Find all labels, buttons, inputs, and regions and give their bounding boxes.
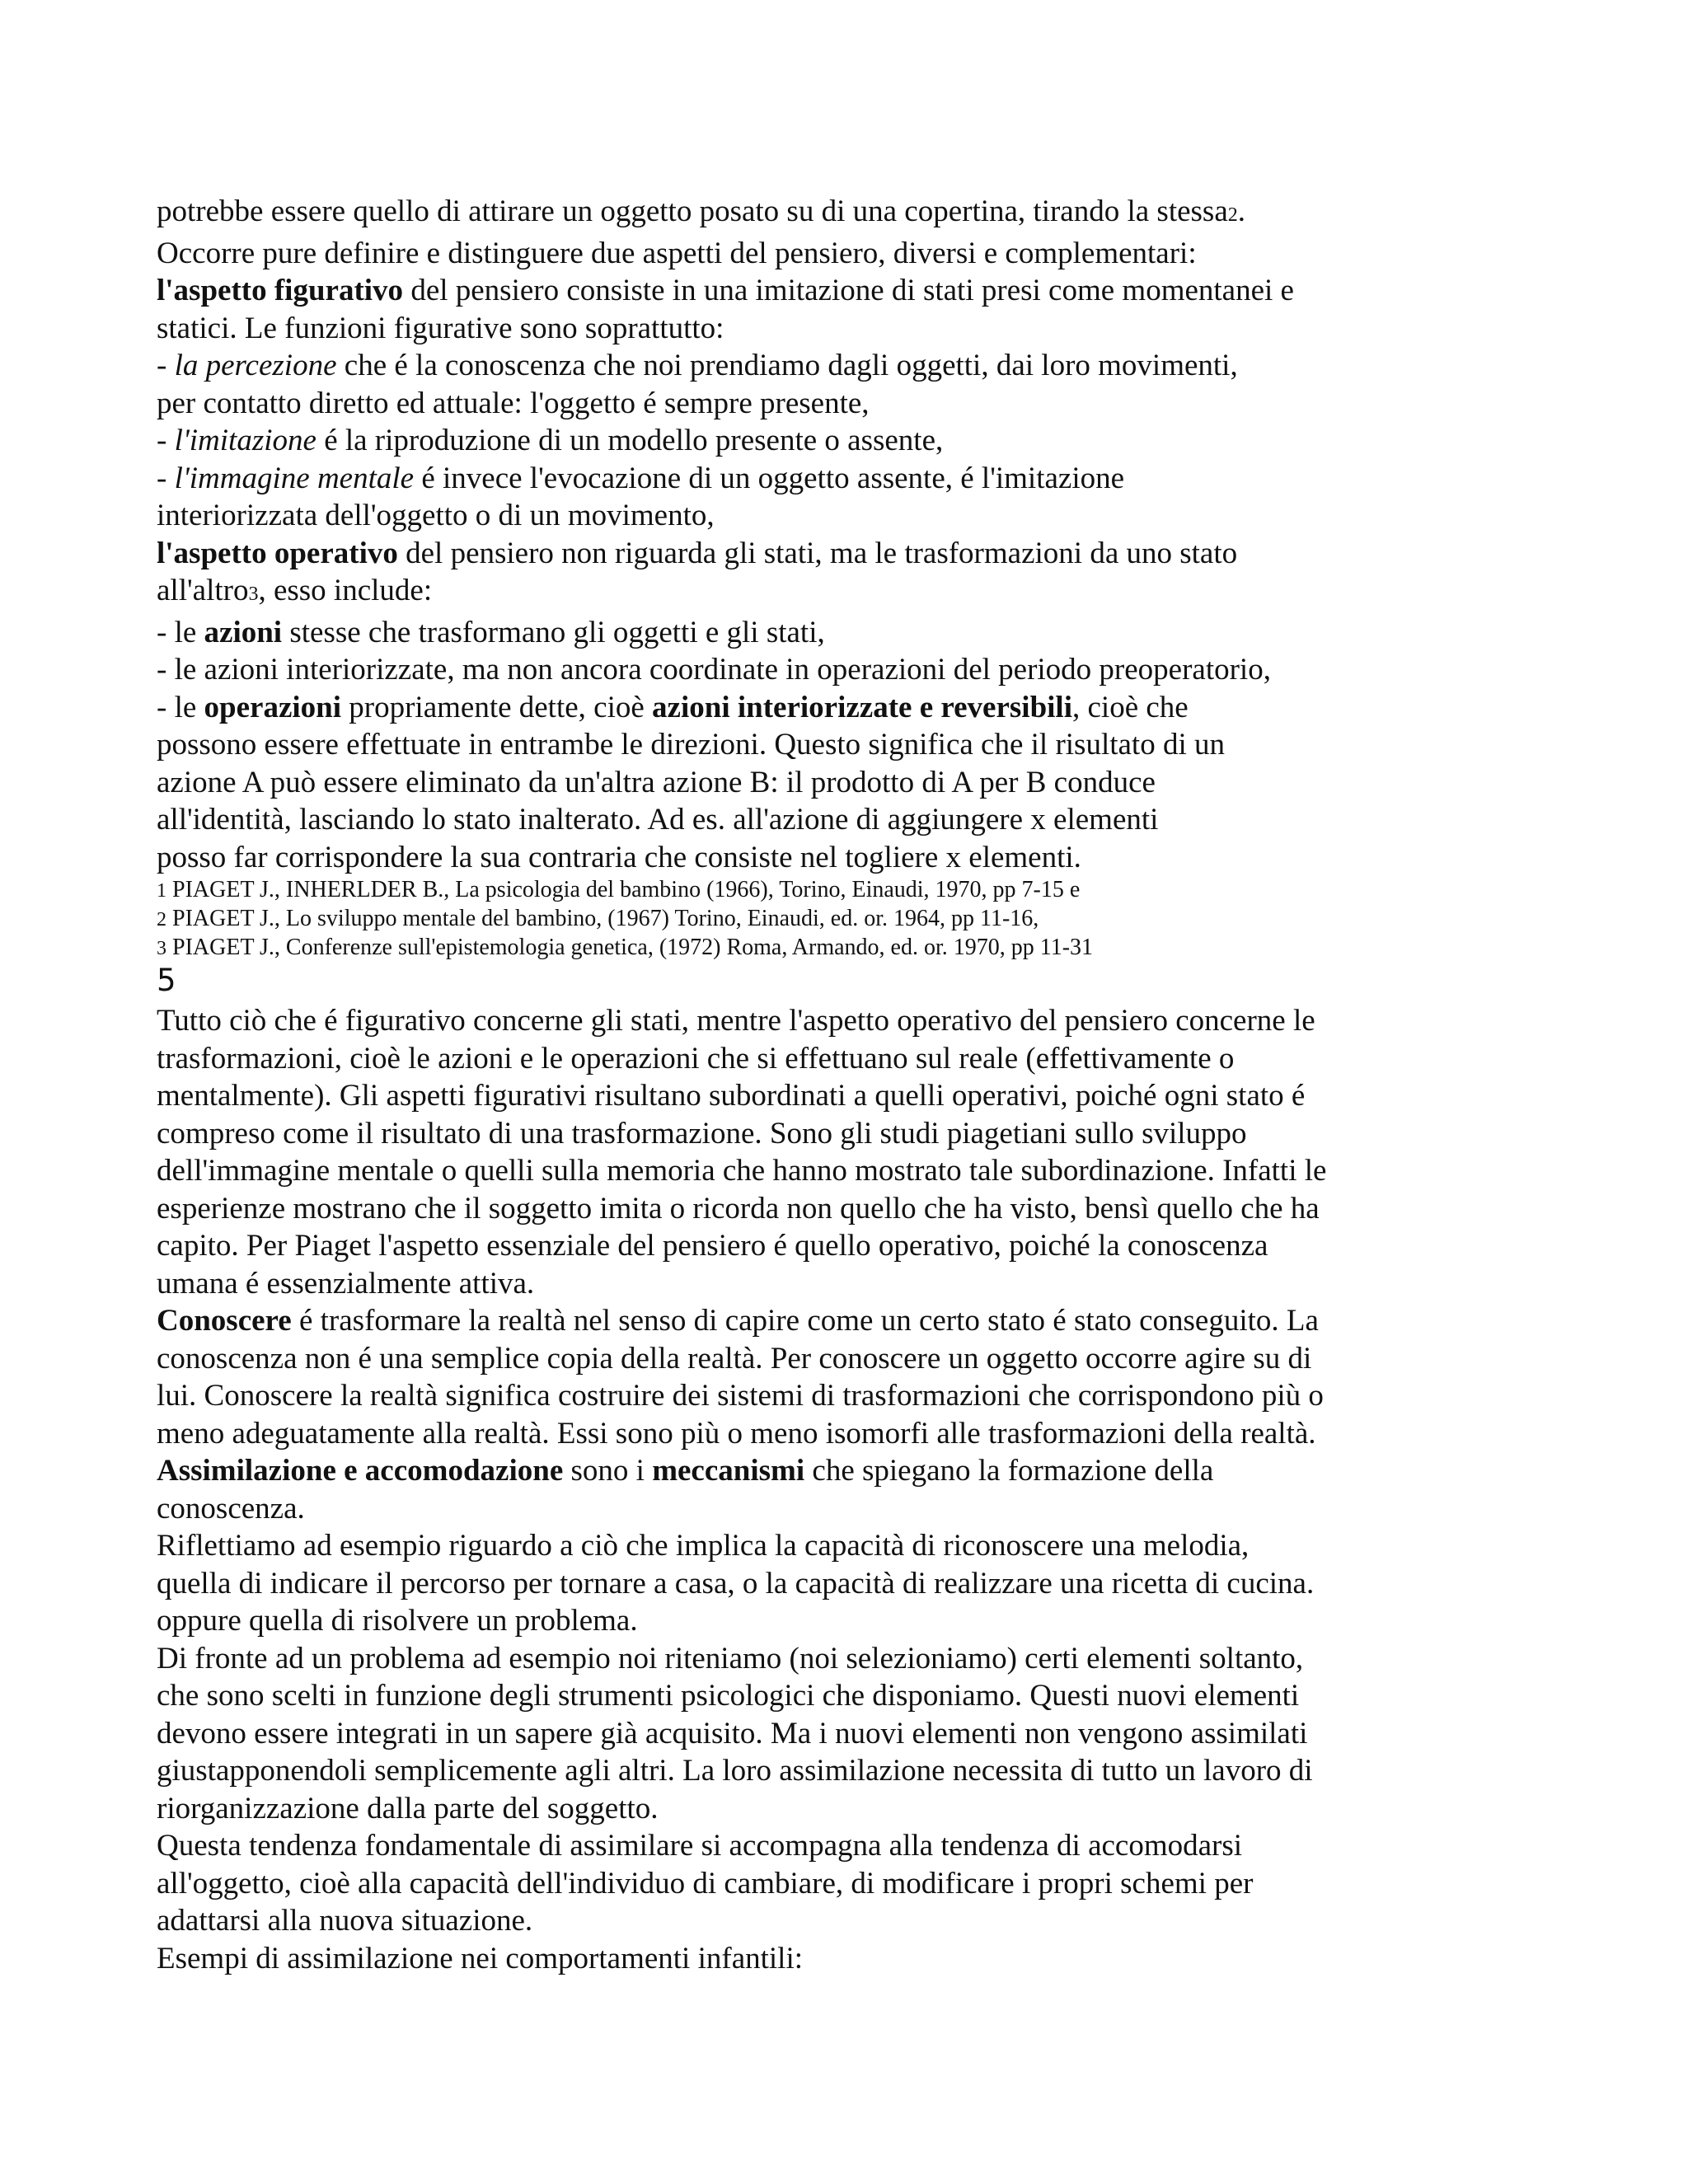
text-line: Riflettiamo ad esempio riguardo a ciò che implica la capacità di riconoscere una melodia, bbox=[157, 1529, 1250, 1563]
text-line: posso far corrispondere la sua contraria che consiste nel togliere x elementi. bbox=[157, 840, 1081, 874]
text-line: per contatto diretto ed attuale: l'oggetto é sempre presente, bbox=[157, 386, 870, 420]
text-line: all'altro3, esso include: bbox=[157, 574, 433, 607]
page-number: 5 bbox=[157, 963, 176, 998]
text-line: possono essere effettuate in entrambe le direzioni. Questo significa che il risultato di un bbox=[157, 728, 1225, 762]
text-line: conoscenza. bbox=[157, 1491, 305, 1526]
term-mechanisms: meccanismi bbox=[652, 1454, 805, 1488]
text-line: Occorre pure definire e distinguere due aspetti del pensiero, diversi e complementari: bbox=[157, 236, 1197, 270]
text-line: che sono scelti in funzione degli strumenti psicologici che disponiamo. Questi nuovi elementi bbox=[157, 1679, 1300, 1713]
text-line: trasformazioni, cioè le azioni e le operazioni che si effettuano sul reale (effettivamente o bbox=[157, 1041, 1235, 1076]
text-line: compreso come il risultato di una trasformazione. Sono gli studi piagetiani sullo sviluppo bbox=[157, 1116, 1247, 1151]
text-line: umana é essenzialmente attiva. bbox=[157, 1266, 535, 1301]
term-figurative: l'aspetto figurativo bbox=[157, 274, 404, 307]
list-item: - le operazioni propriamente dette, cioè azioni interiorizzate e reversibili, cioè che bbox=[157, 690, 1189, 724]
text-line: azione A può essere eliminato da un'altra azione B: il prodotto di A per B conduce bbox=[157, 765, 1156, 799]
text-line: l'aspetto figurativo del pensiero consiste in una imitazione di stati presi come momentanei e bbox=[157, 274, 1294, 307]
footnote-ref: 2 bbox=[1227, 204, 1238, 226]
text-line: esperienze mostrano che il soggetto imita o ricorda non quello che ha visto, bensì quello che ha bbox=[157, 1191, 1320, 1226]
term-conoscere: Conoscere bbox=[157, 1304, 292, 1338]
text-line: meno adeguatamente alla realtà. Essi sono più o meno isomorfi alle trasformazioni della realtà. bbox=[157, 1416, 1316, 1451]
text-line: Di fronte ad un problema ad esempio noi riteniamo (noi selezioniamo) certi elementi soltanto, bbox=[157, 1641, 1304, 1675]
text-line: mentalmente). Gli aspetti figurativi risultano subordinati a quelli operativi, poiché ogni stato é bbox=[157, 1079, 1306, 1113]
text-line: quella di indicare il percorso per tornare a casa, o la capacità di realizzare una ricetta di cucina. bbox=[157, 1566, 1315, 1601]
footnote: 1 PIAGET J., INHERLDER B., La psicologia del bambino (1966), Torino, Einaudi, 1970, pp 7-15 e bbox=[157, 877, 1081, 902]
footnote-ref: 3 bbox=[248, 583, 259, 605]
text-line: all'identità, lasciando lo stato inalterato. Ad es. all'azione di aggiungere x elementi bbox=[157, 803, 1159, 837]
text-line: conoscenza non é una semplice copia della realtà. Per conoscere un oggetto occorre agire su di bbox=[157, 1341, 1312, 1376]
term-assimilation: Assimilazione e accomodazione bbox=[157, 1454, 564, 1488]
text-line: Tutto ciò che é figurativo concerne gli stati, mentre l'aspetto operativo del pensiero concerne le bbox=[157, 1004, 1315, 1038]
text-line: dell'immagine mentale o quelli sulla memoria che hanno mostrato tale subordinazione. Infatti le bbox=[157, 1154, 1327, 1188]
text-line: devono essere integrati in un sapere già acquisito. Ma i nuovi elementi non vengono assimilati bbox=[157, 1716, 1308, 1750]
list-item: - la percezione che é la conoscenza che noi prendiamo dagli oggetti, dai loro movimenti, bbox=[157, 349, 1238, 382]
list-item: - l'imitazione é la riproduzione di un modello presente o assente, bbox=[157, 424, 944, 457]
text-line: Esempi di assimilazione nei comportamenti infantili: bbox=[157, 1941, 804, 1975]
text-line: potrebbe essere quello di attirare un oggetto posato su di una copertina, tirando la stessa2. bbox=[157, 194, 1246, 228]
text-line: riorganizzazione dalla parte del soggetto. bbox=[157, 1791, 659, 1825]
text-line: l'aspetto operativo del pensiero non riguarda gli stati, ma le trasformazioni da uno stato bbox=[157, 536, 1238, 570]
footnote: 2 PIAGET J., Lo sviluppo mentale del bambino, (1967) Torino, Einaudi, ed. or. 1964, pp 11-16, bbox=[157, 906, 1039, 931]
list-item: - l'immagine mentale é invece l'evocazione di un oggetto assente, é l'imitazione bbox=[157, 461, 1125, 495]
text-line: oppure quella di risolvere un problema. bbox=[157, 1604, 638, 1638]
list-item: - le azioni interiorizzate, ma non ancora coordinate in operazioni del periodo preoperatorio, bbox=[157, 653, 1271, 687]
text-line: Questa tendenza fondamentale di assimilare si accompagna alla tendenza di accomodarsi bbox=[157, 1829, 1243, 1863]
text-line: adattarsi alla nuova situazione. bbox=[157, 1904, 533, 1938]
text-line: capito. Per Piaget l'aspetto essenziale del pensiero é quello operativo, poiché la conoscenza bbox=[157, 1229, 1268, 1263]
text-line: Conoscere é trasformare la realtà nel senso di capire come un certo stato é stato conseguito. La bbox=[157, 1304, 1319, 1338]
term-operative: l'aspetto operativo bbox=[157, 536, 398, 570]
list-item: - le azioni stesse che trasformano gli oggetti e gli stati, bbox=[157, 615, 825, 649]
text-line: Assimilazione e accomodazione sono i meccanismi che spiegano la formazione della bbox=[157, 1454, 1214, 1488]
text-line: lui. Conoscere la realtà significa costruire dei sistemi di trasformazioni che corrispondono più o bbox=[157, 1379, 1324, 1413]
text-line: interiorizzata dell'oggetto o di un movimento, bbox=[157, 499, 715, 532]
text-line: statici. Le funzioni figurative sono soprattutto: bbox=[157, 311, 724, 345]
text-line: all'oggetto, cioè alla capacità dell'individuo di cambiare, di modificare i propri schemi per bbox=[157, 1866, 1254, 1900]
text-line: giustapponendoli semplicemente agli altri. La loro assimilazione necessita di tutto un lavoro di bbox=[157, 1754, 1313, 1788]
footnote: 3 PIAGET J., Conferenze sull'epistemologia genetica, (1972) Roma, Armando, ed. or. 1970, pp 11-31 bbox=[157, 935, 1094, 960]
document-page bbox=[157, 193, 1492, 1977]
